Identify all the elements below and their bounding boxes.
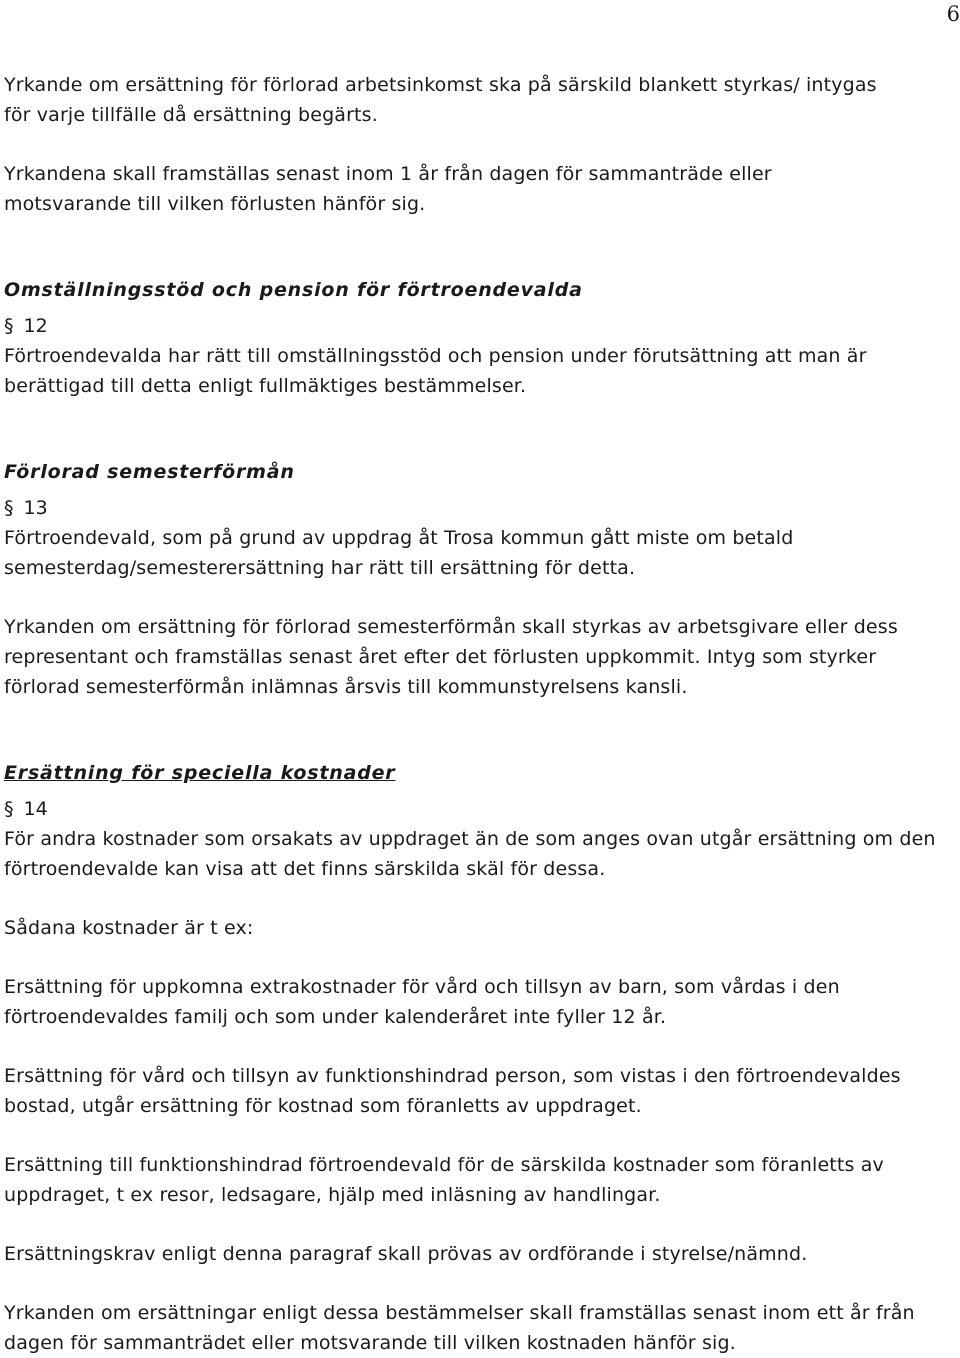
section-number-value: 12 [23, 315, 48, 337]
section-13-text-2: Yrkanden om ersättning för förlorad semesterförmån skall styrkas av arbetsgivare eller dess representant och framställas senast året efter det förlusten uppkommit. Intyg som styrker förlorad semesterförmån inlämnas årsvis till kommunstyrelsens kansli. [4, 616, 898, 698]
section-number-value: 13 [23, 497, 48, 519]
section-14-example-2: Ersättning för vård och tillsyn av funktionshindrad person, som vistas i den förtroendevaldes bostad, utgår ersättning för kostnad som föranletts av uppdraget. [4, 1065, 901, 1117]
section-14-example-3: Ersättning till funktionshindrad förtroendevald för de särskilda kostnader som föranletts av uppdraget, t ex resor, ledsagare, hjälp med inläsning av handlingar. [4, 1154, 884, 1206]
section-number-13 [4, 493, 954, 523]
section-12-text: Förtroendevalda har rätt till omställningsstöd och pension under förutsättning att man är berättigad till detta enligt fullmäktiges bestämmelser. [4, 345, 867, 397]
section-13-text: Förtroendevald, som på grund av uppdrag åt Trosa kommun gått miste om betald semesterdag/semesterersättning har rätt till ersättning för detta. [4, 527, 794, 579]
paragraph-sign-icon: § [4, 798, 14, 820]
section-number-value: 14 [23, 798, 48, 820]
document-body [4, 70, 954, 1358]
section-heading-omstallningsstod: Omställningsstöd och pension för förtroendevalda [4, 279, 583, 301]
section-14-example-1: Ersättning för uppkomna extrakostnader för vård och tillsyn av barn, som vårdas i den förtroendevaldes familj och som under kalenderåret inte fyller 12 år. [4, 976, 840, 1028]
paragraph-intyg: Yrkande om ersättning för förlorad arbetsinkomst ska på särskild blankett styrkas/ intygas för varje tillfälle då ersättning begärts. [4, 74, 877, 126]
section-14-examples-intro: Sådana kostnader är t ex: [4, 917, 254, 939]
paragraph-sign-icon: § [4, 315, 14, 337]
section-number-14 [4, 794, 954, 824]
paragraph-yrkandena: Yrkandena skall framställas senast inom 1 år från dagen för sammanträde eller motsvarande till vilken förlusten hänför sig. [4, 163, 772, 215]
section-14-text: För andra kostnader som orsakats av uppdraget än de som anges ovan utgår ersättning om den förtroendevalde kan visa att det finns särskilda skäl för dessa. [4, 828, 936, 880]
paragraph-sign-icon: § [4, 497, 14, 519]
section-heading-speciella-kostnader: Ersättning för speciella kostnader [4, 762, 396, 784]
page-number: 6 [946, 2, 960, 26]
section-number-12 [4, 311, 954, 341]
section-heading-semesterforman: Förlorad semesterförmån [4, 461, 295, 483]
section-14-deadline: Yrkanden om ersättningar enligt dessa bestämmelser skall framställas senast inom ett år från dagen för sammanträdet eller motsvarande till vilken kostnaden hänför sig. [4, 1302, 915, 1354]
section-14-review: Ersättningskrav enligt denna paragraf skall prövas av ordförande i styrelse/nämnd. [4, 1243, 808, 1265]
